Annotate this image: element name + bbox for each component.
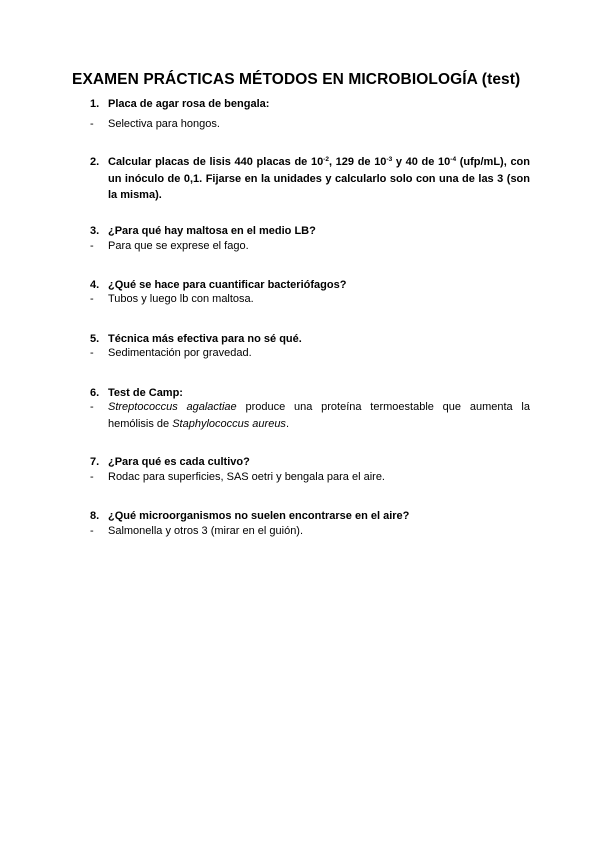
- answer-text: Salmonella y otros 3 (mirar en el guión).: [108, 525, 304, 537]
- question-text: Técnica más efectiva para no sé qué.: [108, 333, 302, 345]
- answer-text: Rodac para superficies, SAS oetri y bengala para el aire.: [108, 471, 385, 483]
- question-text: ¿Para qué hay maltosa en el medio LB?: [108, 225, 316, 237]
- answer-8: [90, 523, 530, 540]
- bullet-dash: -: [90, 471, 94, 483]
- bullet-dash: -: [90, 401, 94, 413]
- answer-text: Tubos y luego lb con maltosa.: [108, 293, 254, 305]
- bullet-dash: -: [90, 293, 94, 305]
- bullet-dash: -: [90, 118, 94, 130]
- question-number: 1.: [90, 98, 100, 110]
- question-text: Placa de agar rosa de bengala:: [108, 98, 270, 110]
- question-text: Calcular placas de lisis 440 placas de $10^{-2}$, 129 de $10^{-3}$ y 40 de $10^{-4}$ (ufp/mL), con un inóculo de 0,1. Fijarse en la unidades y calcularlo solo con una de las 3 (son la misma).: [108, 156, 530, 201]
- exponent: -2: [323, 156, 329, 163]
- answer-5: [90, 345, 530, 362]
- question-number: 6.: [90, 387, 100, 399]
- bullet-dash: -: [90, 240, 94, 252]
- document-title: EXAMEN PRÁCTICAS MÉTODOS EN MICROBIOLOGÍA (test): [72, 71, 521, 88]
- answer-7: [90, 469, 530, 486]
- question-number: 2.: [90, 156, 100, 168]
- question-number: 3.: [90, 225, 100, 237]
- question-number: 5.: [90, 333, 100, 345]
- species-name: Staphylococcus aureus: [172, 418, 286, 430]
- answer-text: Selectiva para hongos.: [108, 118, 220, 130]
- species-name: Streptococcus agalactiae: [108, 401, 237, 413]
- exponent: -4: [450, 156, 457, 163]
- question-1: [90, 96, 530, 113]
- answer-1: [90, 116, 530, 133]
- exponent: -3: [386, 156, 393, 163]
- question-2: [90, 154, 530, 204]
- question-number: 7.: [90, 456, 100, 468]
- question-number: 8.: [90, 510, 100, 522]
- question-number: 4.: [90, 279, 100, 291]
- question-text: Test de Camp:: [108, 387, 183, 399]
- answer-4: [90, 291, 530, 308]
- question-text: ¿Qué microorganismos no suelen encontrarse en el aire?: [108, 510, 410, 522]
- question-text: ¿Para qué es cada cultivo?: [108, 456, 250, 468]
- bullet-dash: -: [90, 347, 94, 359]
- answer-text: Streptococcus agalactiae produce una proteína termoestable que aumenta la hemólisis de Staphylococcus aureus.: [108, 401, 530, 430]
- bullet-dash: -: [90, 525, 94, 537]
- answer-6: [90, 399, 530, 433]
- answer-3: [90, 238, 530, 255]
- answer-text: Para que se exprese el fago.: [108, 240, 249, 252]
- question-text: ¿Qué se hace para cuantificar bacteriófagos?: [108, 279, 347, 291]
- answer-text: Sedimentación por gravedad.: [108, 347, 252, 359]
